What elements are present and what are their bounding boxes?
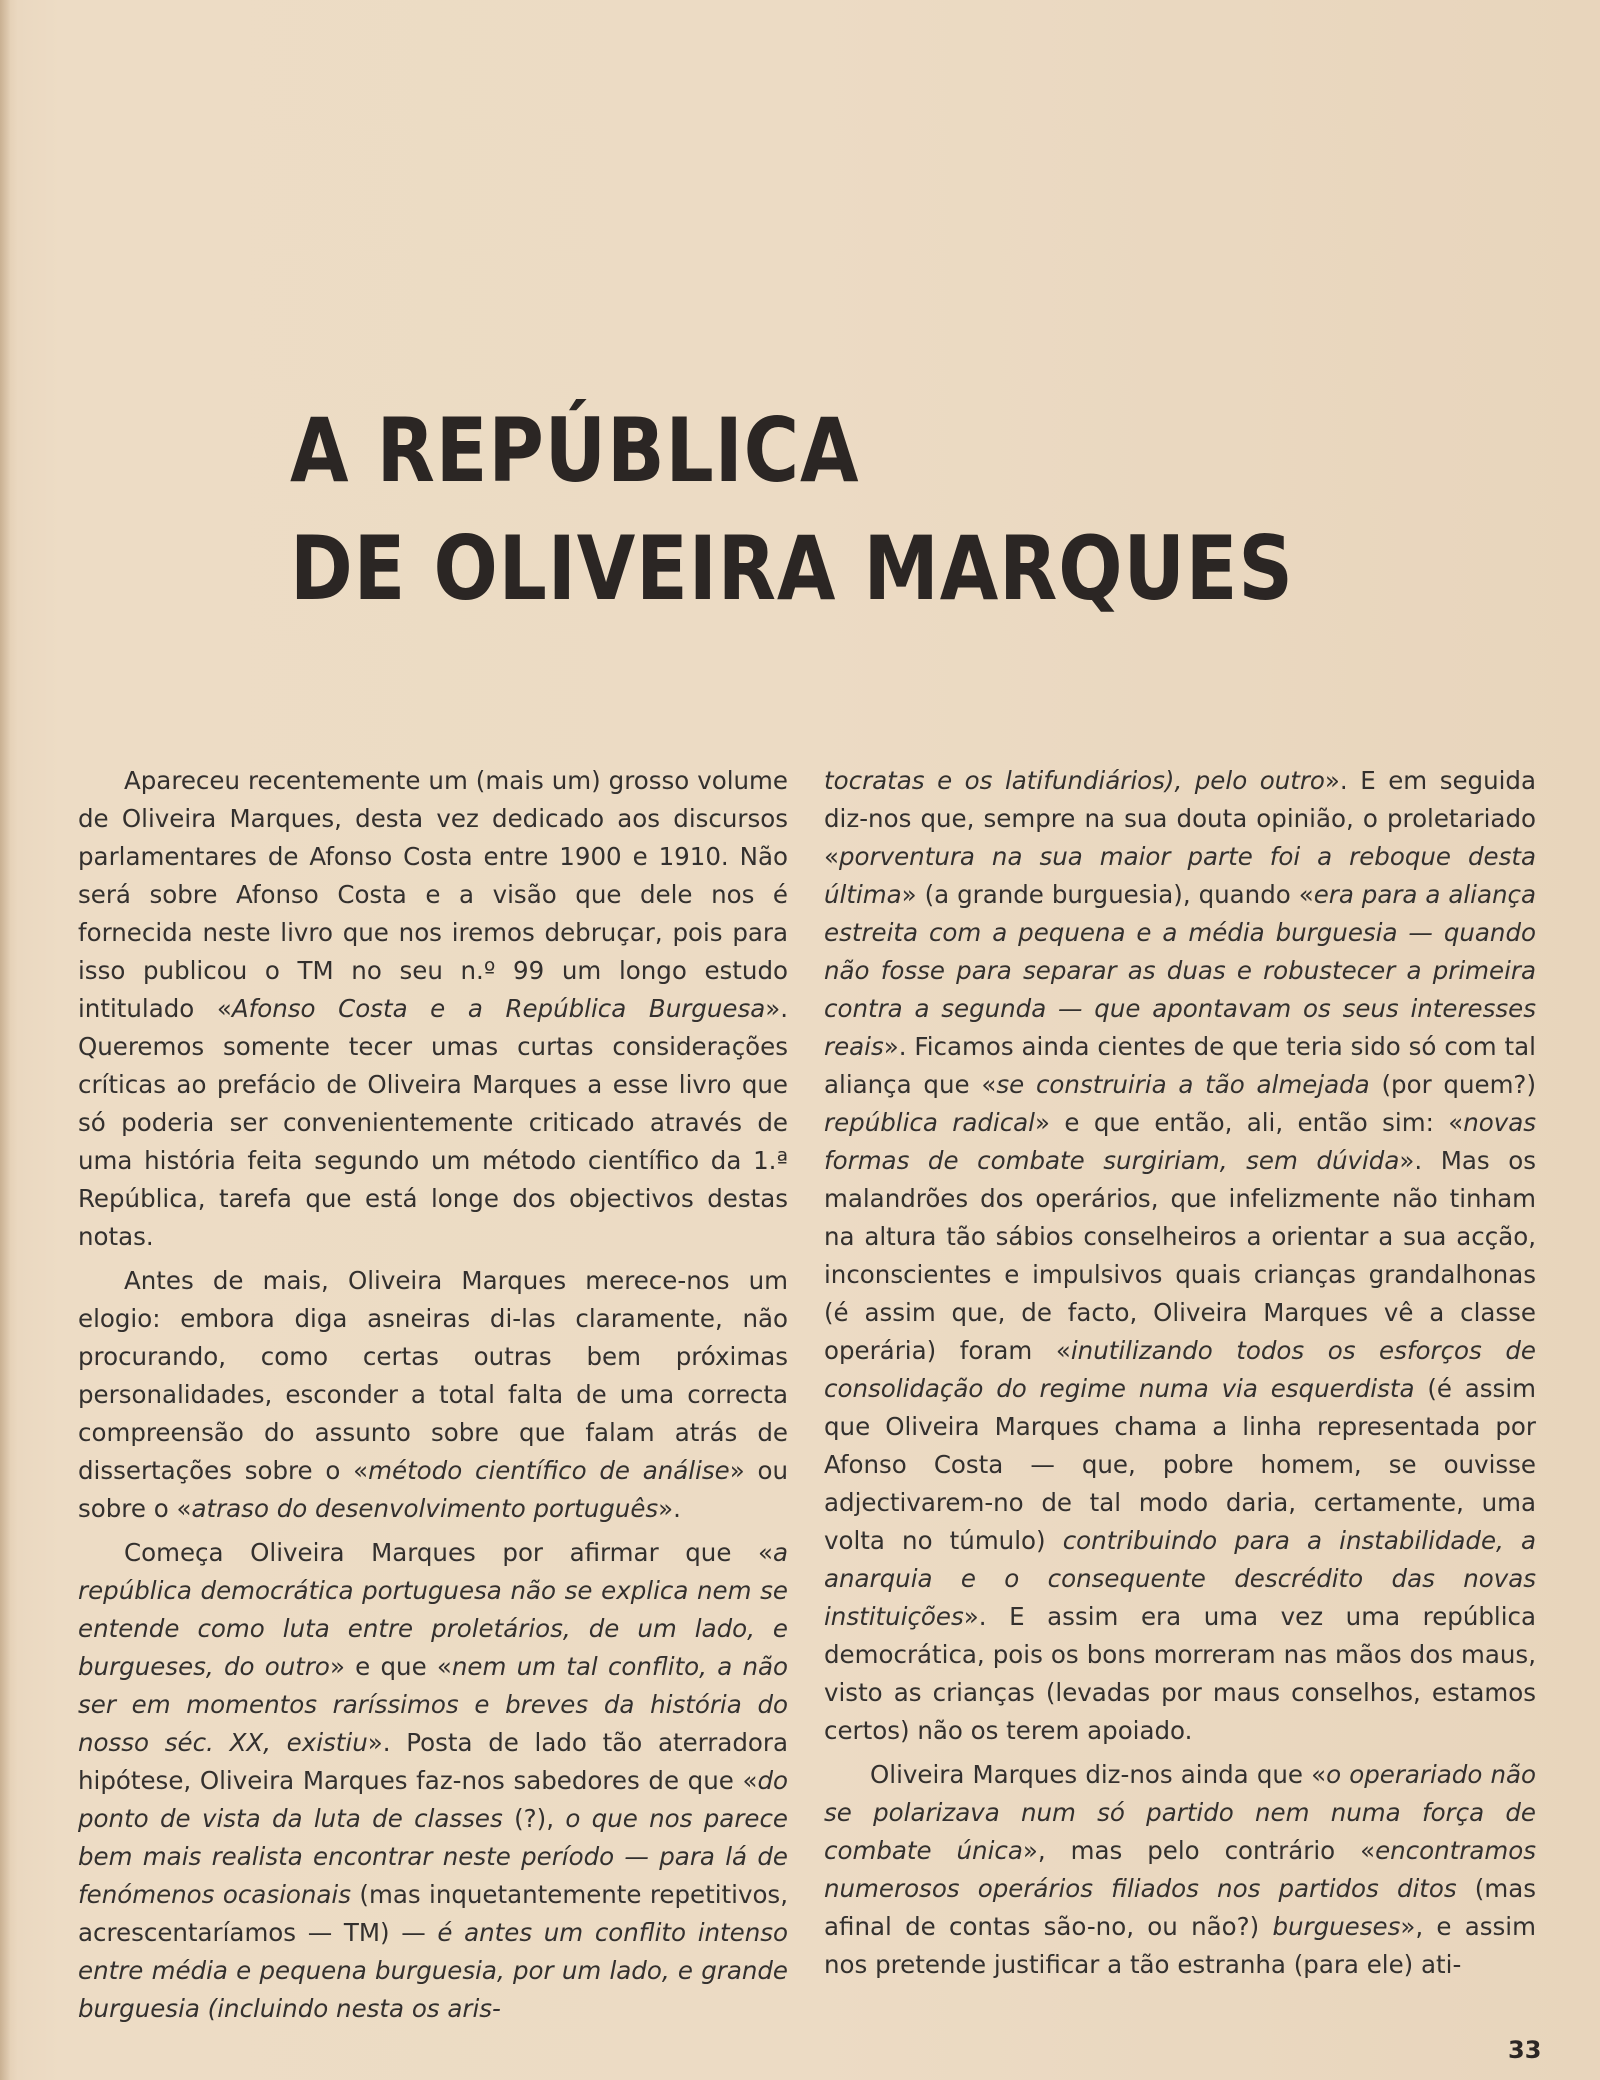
text-run: (mas inquetantemente repetitivos, acrescentaríamos — TM) —: [78, 1880, 788, 1947]
italic-text-run: república radical: [824, 1108, 1035, 1137]
text-run: Apareceu recentemente um (mais um) grosso volume de Oliveira Marques, desta vez dedicado aos discursos parlamentares de Afonso Costa entre 1900 e 1910. Não será sobre Afonso Costa e a visão que dele nos é fornecida neste livro que nos iremos debruçar, pois para isso publicou o TM no seu n.º 99 um longo estudo intitulado «: [78, 766, 788, 1023]
text-run: ». Mas os malandrões dos operários, que infelizmente não tinham na altura tão sábios conselheiros a orientar a sua acção, inconscientes e impulsivos quais crianças grandalhonas (é assim que, de facto, Oliveira Marques vê a classe operária) foram «: [824, 1146, 1536, 1365]
page-edge: [0, 0, 10, 2080]
text-run: ». Posta de lado tão aterradora hipótese, Oliveira Marques faz-nos sabedores de que «: [78, 1728, 788, 1795]
text-run: », e assim nos pretende justificar a tão estranha (para ele) ati-: [824, 1912, 1536, 1979]
italic-text-run: é antes um conflito intenso entre média e pequena burguesia, por um lado, e grande burguesia (incluindo nesta os aris-: [78, 1918, 788, 2023]
title-line-1: A REPÚBLICA: [290, 399, 860, 502]
paragraph: [78, 1534, 788, 2028]
text-run: ».: [658, 1494, 681, 1523]
text-run: ». Ficamos ainda cientes de que teria sido só com tal aliança que «: [824, 1032, 1536, 1099]
italic-text-run: burgueses: [1272, 1912, 1401, 1941]
text-run: », mas pelo contrário «: [1022, 1836, 1376, 1865]
italic-text-run: Afonso Costa e a República Burguesa: [231, 994, 766, 1023]
page-number: 33: [1508, 2036, 1542, 2064]
italic-text-run: tocratas e os latifundiários), pelo outro: [824, 766, 1325, 795]
italic-text-run: método científico de análise: [368, 1456, 730, 1485]
text-run: Começa Oliveira Marques por afirmar que «: [124, 1538, 773, 1567]
italic-text-run: era para a aliança estreita com a pequena e a média burguesia — quando não fosse para separar as duas e robustecer a primeira contra a segunda — que apontavam os seus interesses reais: [824, 880, 1537, 1061]
italic-text-run: se construiria a tão almejada: [996, 1070, 1370, 1099]
italic-text-run: nem um tal conflito, a não ser em momentos raríssimos e breves da história do nosso séc. XX, existiu: [78, 1652, 789, 1757]
text-run: Oliveira Marques diz-nos ainda que «: [870, 1760, 1327, 1789]
italic-text-run: o operariado não se polarizava num só partido nem numa força de combate única: [824, 1760, 1536, 1865]
text-run: (mas afinal de contas são-no, ou não?): [824, 1874, 1537, 1941]
text-run: » e que «: [329, 1652, 452, 1681]
italic-text-run: contribuindo para a instabilidade, a anarquia e o consequente descrédito das novas instituições: [824, 1526, 1536, 1631]
paragraph: [824, 1756, 1536, 1984]
text-column-left: [78, 762, 788, 2034]
paragraph: [78, 1262, 788, 1528]
text-run: (?),: [502, 1804, 566, 1833]
text-run: (por quem?): [1369, 1070, 1536, 1099]
text-run: » ou sobre o «: [78, 1456, 788, 1523]
italic-text-run: inutilizando todos os esforços de consolidação do regime numa via esquerdista: [824, 1336, 1536, 1403]
paragraph: [824, 762, 1536, 1750]
text-run: ». E assim era uma vez uma república democrática, pois os bons morreram nas mãos dos maus, visto as crianças (levadas por maus conselhos, estamos certos) não os terem apoiado.: [824, 1602, 1536, 1745]
italic-text-run: novas formas de combate surgiriam, sem dúvida: [824, 1108, 1536, 1175]
italic-text-run: a república democrática portuguesa não se explica nem se entende como luta entre proletários, de um lado, e burgueses, do outro: [78, 1538, 788, 1681]
paragraph: [78, 762, 788, 1256]
text-run: ». E em seguida diz-nos que, sempre na sua douta opinião, o proletariado «: [824, 766, 1536, 871]
text-run: » (a grande burguesia), quando «: [901, 880, 1314, 909]
italic-text-run: atraso do desenvolvimento português: [191, 1494, 659, 1523]
text-run: ». Queremos somente tecer umas curtas considerações críticas ao prefácio de Oliveira Marques a esse livro que só poderia ser convenientemente criticado através de uma história feita segundo um método científico da 1.ª República, tarefa que está longe dos objectivos destas notas.: [78, 994, 789, 1251]
text-run: Antes de mais, Oliveira Marques merece-nos um elogio: embora diga asneiras di-las claramente, não procurando, como certas outras bem próximas personalidades, esconder a total falta de uma correcta compreensão do assunto sobre que falam atrás de dissertações sobre o «: [78, 1266, 788, 1485]
text-run: » e que então, ali, então sim: «: [1035, 1108, 1464, 1137]
article-title: [290, 392, 1294, 628]
title-line-2: DE OLIVEIRA MARQUES: [290, 517, 1294, 620]
text-column-right: [824, 762, 1536, 1990]
text-run: (é assim que Oliveira Marques chama a linha representada por Afonso Costa — que, pobre homem, se ouvisse adjectivarem-no de tal modo daria, certamente, uma volta no túmulo): [824, 1374, 1536, 1555]
italic-text-run: porventura na sua maior parte foi a reboque desta última: [824, 842, 1536, 909]
italic-text-run: do ponto de vista da luta de classes: [78, 1766, 788, 1833]
italic-text-run: encontramos numerosos operários filiados nos partidos ditos: [824, 1836, 1536, 1903]
italic-text-run: o que nos parece bem mais realista encontrar neste período — para lá de fenómenos ocasionais: [78, 1804, 789, 1909]
